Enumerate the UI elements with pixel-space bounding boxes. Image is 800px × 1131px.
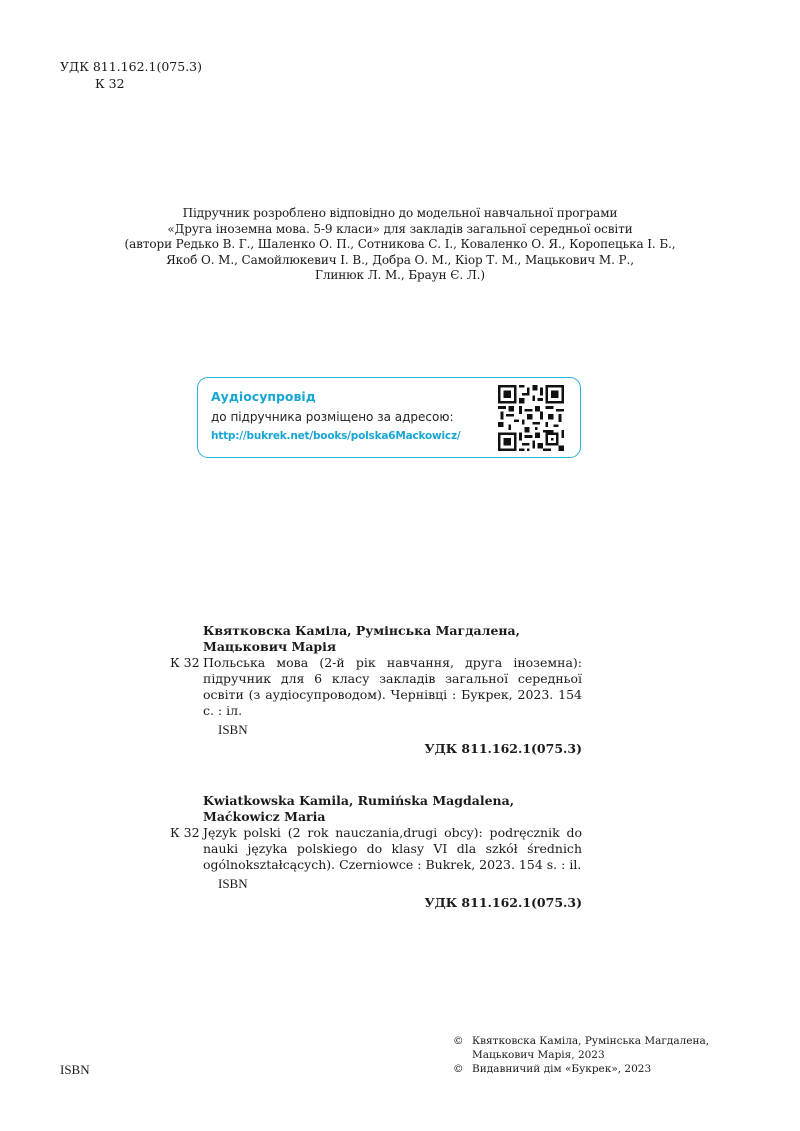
preface-line: Підручник розроблено відповідно до модельної навчальної програми xyxy=(182,206,618,220)
udk-header xyxy=(60,58,202,92)
catalog-authors xyxy=(170,623,582,655)
qr-code-icon[interactable] xyxy=(498,385,564,451)
bottom-isbn: ISBN xyxy=(60,1062,90,1077)
audio-support-box xyxy=(197,377,581,458)
copyright-icon: © xyxy=(453,1063,464,1075)
copyright-row xyxy=(453,1062,709,1076)
catalog-code: К 32 xyxy=(170,655,200,670)
copyright-text: Видавничий дім «Букрек», 2023 xyxy=(472,1063,652,1075)
catalog-entry-ua xyxy=(170,623,582,757)
catalog-authors xyxy=(170,793,582,825)
audio-box-description: до підручника розміщено за адресою: xyxy=(211,410,454,424)
copyright-text: Мацькович Марія, 2023 xyxy=(472,1049,605,1061)
udk-header-code: УДК 811.162.1(075.3) xyxy=(60,59,202,74)
catalog-description-block xyxy=(170,655,582,719)
preface-line: (автори Редько В. Г., Шаленко О. П., Сотникова С. І., Коваленко О. Я., Коропецька І. Б., xyxy=(124,237,676,251)
catalog-entry-pl xyxy=(170,793,582,911)
catalog-code: К 32 xyxy=(170,825,200,840)
copyright-block xyxy=(453,1034,709,1076)
copyright-row xyxy=(453,1048,709,1062)
catalog-isbn: ISBN xyxy=(218,876,248,891)
udk-header-author-mark: К 32 xyxy=(95,76,125,91)
preface-note xyxy=(60,206,740,284)
catalog-authors-line: Квятковска Каміла, Румінська Магдалена, xyxy=(203,623,520,638)
copyright-text: Квятковска Каміла, Румінська Магдалена, xyxy=(472,1035,710,1047)
copyright-row xyxy=(453,1034,709,1048)
catalog-udk: УДК 811.162.1(075.3) xyxy=(424,741,582,756)
audio-link[interactable]: http://bukrek.net/books/polska6Mackowicz/ xyxy=(211,430,461,442)
catalog-description: Język polski (2 rok nauczania,drugi obcy): podręcznik do nauki języka polskiego do klasy VI dla szkół średnich ogólnokształcących). Czerniowce : Bukrek, 2023. 154 s. : il. xyxy=(203,825,582,872)
catalog-authors-line: Maćkowicz Maria xyxy=(203,809,326,824)
preface-line: Якоб О. М., Самойлюкевич І. В., Добра О. М., Кіор Т. М., Мацькович М. Р., xyxy=(166,252,634,267)
catalog-description: Польська мова (2-й рік навчання, друга іноземна): підручник для 6 класу закладів загальної середньої освіти (з аудіосупроводом). Чернівці : Букрек, 2023. 154 с. : іл. xyxy=(203,655,582,718)
catalog-udk: УДК 811.162.1(075.3) xyxy=(424,895,582,910)
copyright-icon: © xyxy=(453,1035,464,1047)
catalog-authors-line: Мацькович Марія xyxy=(203,639,337,654)
preface-line: «Друга іноземна мова. 5-9 класи» для закладів загальної середньої освіти xyxy=(167,221,633,236)
catalog-authors-line: Kwiatkowska Kamila, Rumińska Magdalena, xyxy=(203,793,515,808)
preface-line: Глинюк Л. М., Браун Є. Л.) xyxy=(315,268,485,282)
catalog-isbn: ISBN xyxy=(218,722,248,737)
catalog-description-block xyxy=(170,825,582,873)
audio-box-title: Аудіосупровід xyxy=(211,389,316,404)
